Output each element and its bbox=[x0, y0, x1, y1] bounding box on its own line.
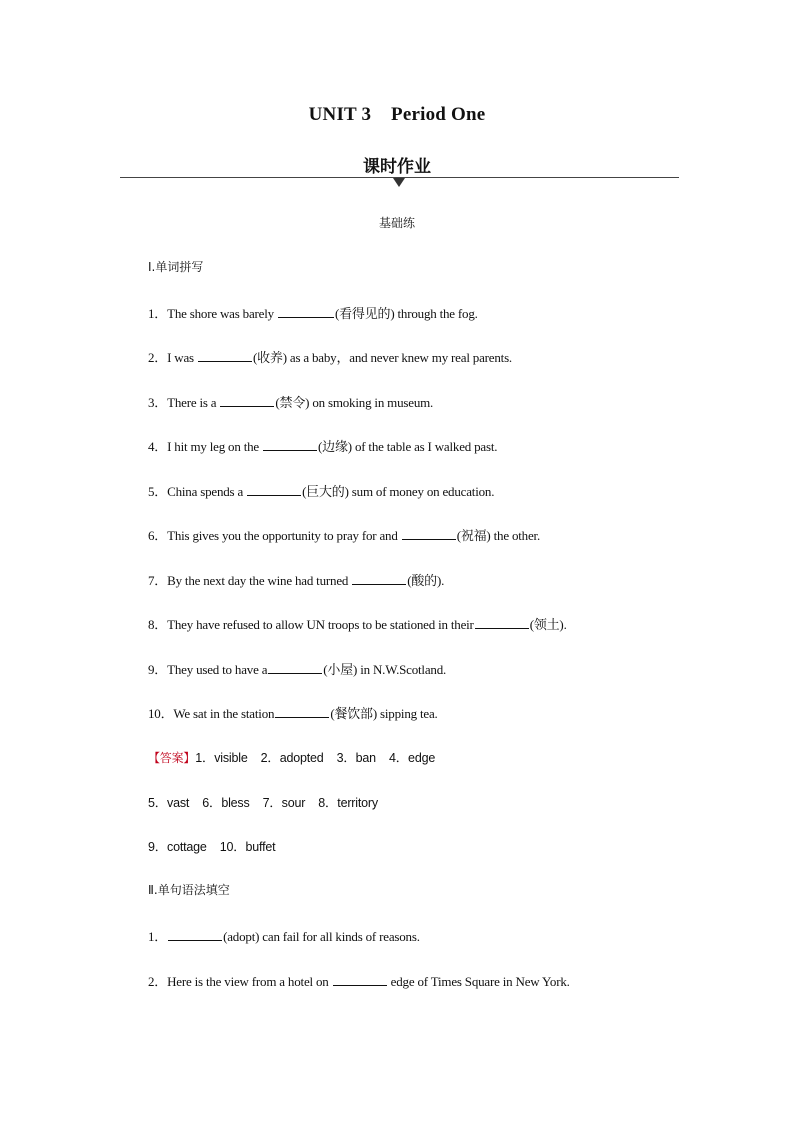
answer-blank[interactable] bbox=[475, 627, 529, 629]
item-text-before: We sat in the station bbox=[173, 706, 275, 721]
part2-title: Ⅱ.单句语法填空 bbox=[148, 883, 230, 897]
exercise-item bbox=[148, 703, 438, 722]
item-number: 10． bbox=[148, 706, 174, 721]
item-text-after: . bbox=[441, 573, 445, 588]
item-hint: (祝福) bbox=[456, 528, 491, 543]
item-text-before: China spends a bbox=[167, 484, 247, 499]
answer-text: 1．visible 2．adopted 3．ban 4．edge bbox=[195, 751, 436, 765]
item-hint: (看得见的) bbox=[334, 306, 395, 321]
section-heading: 基础练 bbox=[378, 216, 415, 230]
item-text-after: edge of Times Square in New York. bbox=[387, 974, 570, 989]
answer-blank[interactable] bbox=[352, 583, 406, 585]
item-number: 7． bbox=[148, 573, 168, 588]
answer-blank[interactable] bbox=[198, 360, 252, 362]
answer-line bbox=[148, 793, 378, 811]
item-hint: (领土) bbox=[529, 617, 564, 632]
item-text-before: I hit my leg on the bbox=[167, 439, 263, 454]
item-text-after: sipping tea. bbox=[376, 706, 438, 721]
item-hint: (禁令) bbox=[275, 395, 310, 410]
item-hint: (巨大的) bbox=[302, 484, 349, 499]
item-number: 2． bbox=[148, 350, 168, 365]
triangle-marker-icon bbox=[393, 178, 405, 187]
item-text-before: I was bbox=[167, 350, 197, 365]
item-hint: (边缘) bbox=[318, 439, 352, 454]
exercise-item bbox=[148, 525, 540, 544]
item-text-after: can fail for all kinds of reasons. bbox=[259, 929, 420, 944]
answer-blank[interactable] bbox=[402, 538, 456, 540]
item-number: 6． bbox=[148, 528, 168, 543]
answer-text: 5．vast 6．bless 7．sour 8．territory bbox=[148, 796, 378, 810]
item-number: 8． bbox=[148, 617, 168, 632]
answer-blank[interactable] bbox=[263, 449, 317, 451]
exercise-item bbox=[148, 614, 567, 633]
item-hint: (餐饮部) bbox=[330, 706, 377, 721]
item-text-after: . bbox=[563, 617, 567, 632]
item-number: 3． bbox=[148, 395, 168, 410]
answer-line bbox=[148, 748, 435, 766]
answer-blank[interactable] bbox=[333, 984, 387, 986]
item-hint: (adopt) bbox=[223, 929, 260, 944]
item-number: 5． bbox=[148, 484, 168, 499]
item-number: 1． bbox=[148, 929, 168, 944]
exercise-item bbox=[148, 659, 446, 678]
exercise-item bbox=[148, 347, 512, 366]
answer-text: 9．cottage 10．buffet bbox=[148, 840, 276, 854]
item-number: 2． bbox=[148, 974, 168, 989]
item-text-before: By the next day the wine had turned bbox=[167, 573, 352, 588]
item-text-after: on smoking in museum. bbox=[309, 395, 434, 410]
item-text-after: through the fog. bbox=[394, 306, 478, 321]
exercise-item bbox=[148, 971, 570, 990]
item-text-before: They have refused to allow UN troops to be stationed in their bbox=[167, 617, 474, 632]
item-text-before: The shore was barely bbox=[167, 306, 277, 321]
exercise-item bbox=[148, 392, 433, 411]
item-text-after: in N.W.Scotland. bbox=[357, 662, 447, 677]
item-text-after: sum of money on education. bbox=[348, 484, 495, 499]
answer-blank[interactable] bbox=[168, 939, 222, 941]
item-text-before: They used to have a bbox=[167, 662, 268, 677]
item-text-before: There is a bbox=[167, 395, 220, 410]
item-hint: (小屋) bbox=[323, 662, 358, 677]
answer-blank[interactable] bbox=[268, 672, 322, 674]
item-hint: (酸的) bbox=[407, 573, 442, 588]
item-hint: (收养) bbox=[252, 350, 287, 365]
part1-title: Ⅰ.单词拼写 bbox=[148, 260, 204, 274]
item-number: 1． bbox=[148, 306, 168, 321]
answer-label: 【答案】 bbox=[148, 751, 196, 765]
item-text-after: the other. bbox=[490, 528, 540, 543]
answer-blank[interactable] bbox=[275, 716, 329, 718]
exercise-item bbox=[148, 436, 497, 455]
page-subtitle: 课时作业 bbox=[363, 157, 431, 177]
answer-blank[interactable] bbox=[220, 405, 274, 407]
item-text-before: This gives you the opportunity to pray for and bbox=[167, 528, 401, 543]
item-text-after: as a baby，and never knew my real parents. bbox=[286, 350, 512, 365]
exercise-item bbox=[148, 570, 444, 589]
exercise-item bbox=[148, 926, 420, 945]
answer-blank[interactable] bbox=[247, 494, 301, 496]
item-number: 4． bbox=[148, 439, 168, 454]
exercise-item bbox=[148, 481, 494, 500]
item-number: 9． bbox=[148, 662, 168, 677]
item-text-before: Here is the view from a hotel on bbox=[167, 974, 332, 989]
answer-line bbox=[148, 837, 275, 855]
item-text-after: of the table as I walked past. bbox=[351, 439, 498, 454]
page-title: UNIT 3 Period One bbox=[308, 104, 486, 125]
exercise-item bbox=[148, 303, 478, 322]
answer-blank[interactable] bbox=[278, 316, 334, 318]
